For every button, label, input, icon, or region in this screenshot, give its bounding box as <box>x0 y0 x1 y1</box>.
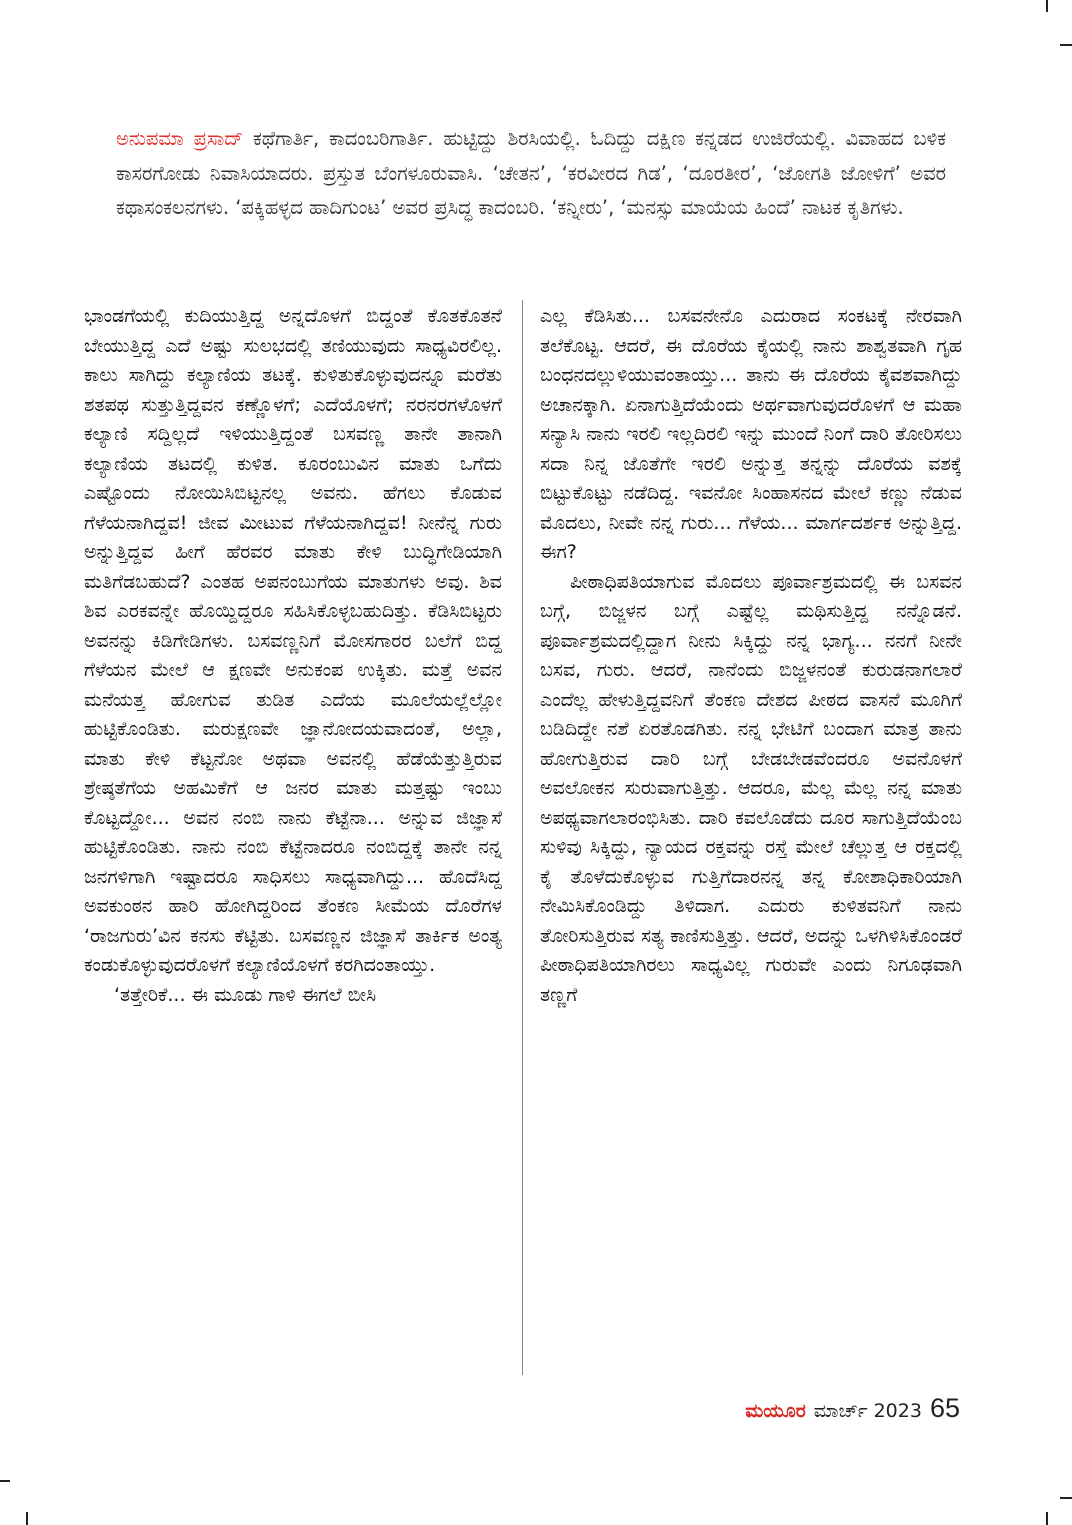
paragraph: ‘ತತ್ತೇರಿಕೆ... ಈ ಮೂಡು ಗಾಳಿ ಈಗಲೆ ಬೀಸಿ <box>114 983 377 1006</box>
crop-mark-bottom-left <box>0 1480 10 1482</box>
magazine-logo: ಮಯೂರ <box>745 1400 806 1422</box>
article-column-left <box>84 302 502 1010</box>
crop-mark-bottom-right-v <box>1046 1512 1048 1525</box>
author-bio <box>116 122 946 226</box>
paragraph: ಭಾಂಡಗೆಯಲ್ಲಿ ಕುದಿಯುತ್ತಿದ್ದ ಅನ್ನದೊಳಗೆ ಬಿದ್ದಂತೆ ಕೊತಕೊತನೆ ಬೇಯುತ್ತಿದ್ದ ಎದೆ ಅಷ್ಟು ಸುಲಭದಲ್ಲಿ ತಣಿಯುವುದು ಸಾಧ್ಯವಿರಲಿಲ್ಲ. ಕಾಲು ಸಾಗಿದ್ದು ಕಲ್ಯಾಣಿಯ ತಟಕ್ಕೆ. ಕುಳಿತುಕೊಳ್ಳುವುದನ್ನೂ ಮರೆತು ಶತಪಥ ಸುತ್ತುತ್ತಿದ್ದವನ ಕಣ್ಣೊಳಗೆ; ಎದೆಯೊಳಗೆ; ನರನರಗಳೊಳಗೆ ಕಲ್ಯಾಣಿ ಸದ್ದಿಲ್ಲದೆ ಇಳಿಯುತ್ತಿದ್ದಂತೆ ಬಸವಣ್ಣ ತಾನೇ ತಾನಾಗಿ ಕಲ್ಯಾಣಿಯ ತಟದಲ್ಲಿ ಕುಳಿತ. ಕೂರಂಬುವಿನ ಮಾತು ಒಗೆದು ಎಷ್ಟೊಂದು ನೋಯಿಸಿಬಿಟ್ಟನಲ್ಲ ಅವನು. ಹೆಗಲು ಕೊಡುವ ಗೆಳೆಯನಾಗಿದ್ದವ! ಜೀವ ಮೀಟುವ ಗೆಳೆಯನಾಗಿದ್ದವ! ನೀನೆನ್ನ ಗುರು ಅನ್ನುತ್ತಿದ್ದವ ಹೀಗೆ ಹೆರವರ ಮಾತು ಕೇಳಿ ಬುದ್ಧಿಗೇಡಿಯಾಗಿ ಮತಿಗೆಡಬಹುದೆ? ಎಂತಹ ಅಪನಂಬುಗೆಯ ಮಾತುಗಳು ಅವು. ಶಿವ ಶಿವ ಎರಕವನ್ನೇ ಹೊಯ್ದಿದ್ದರೂ ಸಹಿಸಿಕೊಳ್ಳಬಹುದಿತ್ತು. ಕೆಡಿಸಿಬಿಟ್ಟರು ಅವನನ್ನು ಕಿಡಿಗೇಡಿಗಳು. ಬಸವಣ್ಣನಿಗೆ ಮೋಸಗಾರರ ಬಲೆಗೆ ಬಿದ್ದ ಗೆಳೆಯನ ಮೇಲೆ ಆ ಕ್ಷಣವೇ ಅನುಕಂಪ ಉಕ್ಕಿತು. ಮತ್ತೆ ಅವನ ಮನೆಯತ್ತ ಹೋಗುವ ತುಡಿತ ಎದೆಯ ಮೂಲೆಯಲ್ಲೆಲ್ಲೋ ಹುಟ್ಟಿಕೊಂಡಿತು. ಮರುಕ್ಷಣವೇ ಜ್ಞಾನೋದಯವಾದಂತೆ, ಅಲ್ಲಾ, ಮಾತು ಕೇಳಿ ಕೆಟ್ಟನೋ ಅಥವಾ ಅವನಲ್ಲಿ ಹೆಡೆಯೆತ್ತುತ್ತಿರುವ ಶ್ರೇಷ್ಠತೆಗೆಯ ಅಹಮಿಕೆಗೆ ಆ ಜನರ ಮಾತು ಮತ್ತಷ್ಟು ಇಂಬು ಕೊಟ್ಟದ್ದೋ... ಅವನ ನಂಬಿ ನಾನು ಕೆಟ್ಟೆನಾ... ಅನ್ನುವ ಜಿಜ್ಞಾಸೆ ಹುಟ್ಟಿಕೊಂಡಿತು. ನಾನು ನಂಬಿ ಕೆಟ್ಟೆನಾದರೂ ನಂಬಿದ್ದಕ್ಕೆ ತಾನೇ ನನ್ನ ಜನಗಳಿಗಾಗಿ ಇಷ್ಟಾದರೂ ಸಾಧಿಸಲು ಸಾಧ್ಯವಾಗಿದ್ದು... ಹೊದೆಸಿದ್ದ ಅವಕುಂಠನ ಹಾರಿ ಹೋಗಿದ್ದರಿಂದ ತೆಂಕಣ ಸೀಮೆಯ ದೊರೆಗಳ ‘ರಾಜಗುರು’ವಿನ ಕನಸು ಕೆಟ್ಟಿತು. ಬಸವಣ್ಣನ ಜಿಜ್ಞಾಸೆ ತಾರ್ಕಿಕ ಅಂತ್ಯ ಕಂಡುಕೊಳ್ಳುವುದರೊಳಗೆ ಕಲ್ಯಾಣಿಯೊಳಗೆ ಕರಗಿದಂತಾಯ್ತು. <box>84 305 502 976</box>
column-divider <box>522 300 523 1375</box>
paragraph: ಪೀಠಾಧಿಪತಿಯಾಗುವ ಮೊದಲು ಪೂರ್ವಾಶ್ರಮದಲ್ಲಿ ಈ ಬಸವನ ಬಗ್ಗೆ, ಬಿಜ್ಜಳನ ಬಗ್ಗೆ ಎಷ್ಟೆಲ್ಲ ಮಥಿಸುತ್ತಿದ್ದ ನನ್ನೊಡನೆ. ಪೂರ್ವಾಶ್ರಮದಲ್ಲಿದ್ದಾಗ ನೀನು ಸಿಕ್ಕಿದ್ದು ನನ್ನ ಭಾಗ್ಯ... ನನಗೆ ನೀನೇ ಬಸವ, ಗುರು. ಆದರೆ, ನಾನೆಂದು ಬಿಜ್ಜಳನಂತೆ ಕುರುಡನಾಗಲಾರೆ ಎಂದೆಲ್ಲ ಹೇಳುತ್ತಿದ್ದವನಿಗೆ ತೆಂಕಣ ದೇಶದ ಪೀಠದ ವಾಸನೆ ಮೂಗಿಗೆ ಬಡಿದಿದ್ದೇ ನಶೆ ಏರತೊಡಗಿತು. ನನ್ನ ಭೇಟಿಗೆ ಬಂದಾಗ ಮಾತ್ರ ತಾನು ಹೋಗುತ್ತಿರುವ ದಾರಿ ಬಗ್ಗೆ ಬೇಡಬೇಡವೆಂದರೂ ಅವನೊಳಗೆ ಅವಲೋಕನ ಸುರುವಾಗುತ್ತಿತ್ತು. ಆದರೂ, ಮೆಲ್ಲ ಮೆಲ್ಲ ನನ್ನ ಮಾತು ಅಪಥ್ಯವಾಗಲಾರಂಭಿಸಿತು. ದಾರಿ ಕವಲೊಡೆದು ದೂರ ಸಾಗುತ್ತಿದೆಯೆಂಬ ಸುಳಿವು ಸಿಕ್ಕಿದ್ದು, ನ್ಯಾಯದ ರಕ್ತವನ್ನು ರಸ್ತೆ ಮೇಲೆ ಚೆಲ್ಲುತ್ತ ಆ ರಕ್ತದಲ್ಲಿ ಕೈ ತೊಳೆದುಕೊಳ್ಳುವ ಗುತ್ತಿಗೆದಾರನನ್ನ ತನ್ನ ಕೋಶಾಧಿಕಾರಿಯಾಗಿ ನೇಮಿಸಿಕೊಂಡಿದ್ದು ತಿಳಿದಾಗ. ಎದುರು ಕುಳಿತವನಿಗೆ ನಾನು ತೋರಿಸುತ್ತಿರುವ ಸತ್ಯ ಕಾಣಿಸುತ್ತಿತ್ತು. ಆದರೆ, ಅದನ್ನು ಒಳಗಿಳಿಸಿಕೊಂಡರೆ ಪೀಠಾಧಿಪತಿಯಾಗಿರಲು ಸಾಧ್ಯವಿಲ್ಲ ಗುರುವೇ ಎಂದು ನಿಗೂಢವಾಗಿ ತಣ್ಣಗೆ <box>540 570 962 1006</box>
crop-mark-top-right-h <box>1060 44 1072 46</box>
crop-mark-bottom-left-v <box>26 1512 28 1525</box>
paragraph: ಎಲ್ಲ ಕೆಡಿಸಿತು... ಬಸವನೇನೊ ಎದುರಾದ ಸಂಕಟಕ್ಕೆ ನೇರವಾಗಿ ತಲೆಕೊಟ್ಟ. ಆದರೆ, ಈ ದೊರೆಯ ಕೈಯಲ್ಲಿ ನಾನು ಶಾಶ್ವತವಾಗಿ ಗೃಹ ಬಂಧನದಲ್ಲುಳಿಯುವಂತಾಯ್ತು... ತಾನು ಈ ದೊರೆಯ ಕೈವಶವಾಗಿದ್ದು ಅಚಾನಕ್ಕಾಗಿ. ಏನಾಗುತ್ತಿದೆಯೆಂದು ಅರ್ಥವಾಗುವುದರೊಳಗೆ ಆ ಮಹಾ ಸನ್ಯಾಸಿ ನಾನು ಇರಲಿ ಇಲ್ಲದಿರಲಿ ಇನ್ನು ಮುಂದೆ ನಿಂಗೆ ದಾರಿ ತೋರಿಸಲು ಸದಾ ನಿನ್ನ ಜೊತೆಗೇ ಇರಲಿ ಅನ್ನುತ್ತ ತನ್ನನ್ನು ದೊರೆಯ ವಶಕ್ಕೆ ಬಿಟ್ಟುಕೊಟ್ಟು ನಡೆದಿದ್ದ. ಇವನೋ ಸಿಂಹಾಸನದ ಮೇಲೆ ಕಣ್ಣು ನೆಡುವ ಮೊದಲು, ನೀವೇ ನನ್ನ ಗುರು... ಗೆಳೆಯ... ಮಾರ್ಗದರ್ಶಕ ಅನ್ನುತ್ತಿದ್ದ. ಈಗ? <box>540 305 962 563</box>
author-name: ಅನುಪಮಾ ಪ್ರಸಾದ್ <box>116 127 244 150</box>
issue-date: ಮಾರ್ಚ್ 2023 <box>813 1400 922 1422</box>
crop-mark-top-right <box>1046 0 1048 12</box>
crop-mark-bottom-right <box>1060 1497 1072 1499</box>
page-number: 65 <box>929 1393 960 1423</box>
article-column-right <box>540 302 962 1010</box>
author-bio-text: ಕಥೆಗಾರ್ತಿ, ಕಾದಂಬರಿಗಾರ್ತಿ. ಹುಟ್ಟಿದ್ದು ಶಿರಸಿಯಲ್ಲಿ. ಓದಿದ್ದು ದಕ್ಷಿಣ ಕನ್ನಡದ ಉಜಿರೆಯಲ್ಲಿ. ವಿವಾಹದ ಬಳಿಕ ಕಾಸರಗೋಡು ನಿವಾಸಿಯಾದರು. ಪ್ರಸ್ತುತ ಬೆಂಗಳೂರುವಾಸಿ. ‘ಚೇತನ’, ‘ಕರವೀರದ ಗಿಡ’, ‘ದೂರತೀರ’, ‘ಜೋಗತಿ ಜೋಳಿಗೆ’ ಅವರ ಕಥಾಸಂಕಲನಗಳು. ‘ಪಕ್ಕಿಹಳ್ಳದ ಹಾದಿಗುಂಟ’ ಅವರ ಪ್ರಸಿದ್ಧ ಕಾದಂಬರಿ. ‘ಕನ್ನೀರು’, ‘ಮನಸ್ಸು ಮಾಯೆಯ ಹಿಂದೆ’ ನಾಟಕ ಕೃತಿಗಳು. <box>116 127 946 219</box>
page-footer <box>745 1393 960 1429</box>
